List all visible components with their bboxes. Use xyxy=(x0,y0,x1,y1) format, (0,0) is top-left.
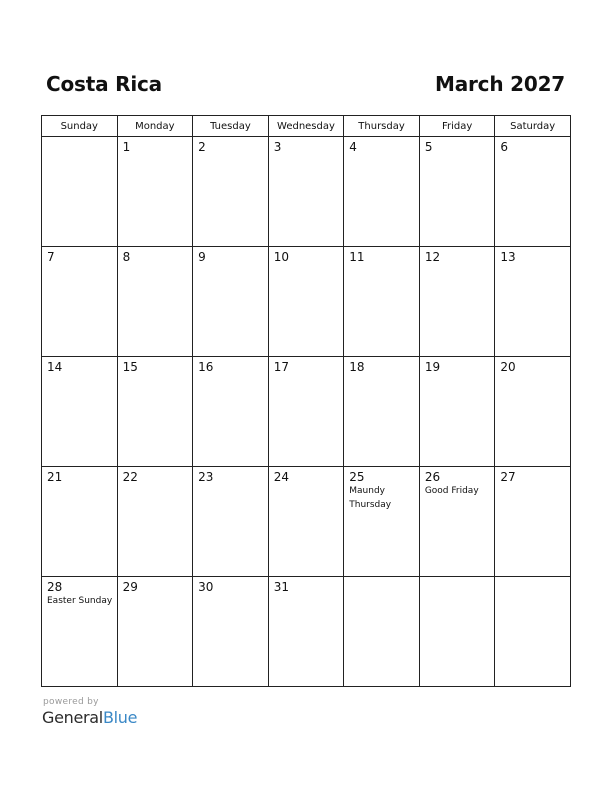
day-number: 6 xyxy=(500,140,509,154)
day-cell xyxy=(495,247,571,357)
day-cell xyxy=(495,577,571,687)
day-number: 11 xyxy=(349,250,365,264)
day-number xyxy=(495,577,570,580)
day-number: 14 xyxy=(47,360,63,374)
day-number: 3 xyxy=(273,140,282,154)
brand-general-text: General xyxy=(42,708,103,727)
day-number: 26 xyxy=(424,470,441,484)
day-number: 19 xyxy=(424,360,441,374)
weekday-friday: Friday xyxy=(419,116,495,137)
day-cell xyxy=(117,247,193,357)
day-number: 4 xyxy=(349,140,357,154)
day-cell xyxy=(268,357,344,467)
weekday-header-row xyxy=(42,116,571,137)
day-cell xyxy=(419,247,495,357)
day-cell xyxy=(344,577,420,687)
day-cell xyxy=(495,137,571,247)
day-number: 21 xyxy=(47,470,63,484)
day-cell xyxy=(117,137,193,247)
day-number: 2 xyxy=(198,140,206,154)
weekday-wednesday: Wednesday xyxy=(268,116,344,137)
holiday-label: Maundy Thursday xyxy=(349,486,392,510)
weekday-thursday: Thursday xyxy=(344,116,420,137)
day-cell xyxy=(42,137,118,247)
holiday-label: Easter Sunday xyxy=(47,596,113,606)
day-cell xyxy=(419,357,495,467)
day-cell xyxy=(193,577,269,687)
day-number: 20 xyxy=(500,360,516,374)
brand-blue-text: Blue xyxy=(102,708,138,727)
day-number: 12 xyxy=(424,250,441,264)
week-row xyxy=(42,577,571,687)
day-cell xyxy=(117,577,193,687)
day-number: 18 xyxy=(349,360,365,374)
day-number: 9 xyxy=(198,250,206,264)
powered-by-text: powered by xyxy=(43,697,99,707)
generalblue-logo[interactable] xyxy=(42,708,137,727)
day-cell xyxy=(268,247,344,357)
day-cell xyxy=(42,577,118,687)
day-cell xyxy=(117,357,193,467)
day-number: 29 xyxy=(122,580,138,594)
weekday-tuesday: Tuesday xyxy=(193,116,269,137)
weekday-sunday: Sunday xyxy=(42,116,118,137)
month-year-title: March 2027 xyxy=(435,72,565,96)
weekday-monday: Monday xyxy=(117,116,193,137)
day-cell xyxy=(42,247,118,357)
holiday-label: Good Friday xyxy=(424,486,479,496)
day-cell xyxy=(495,467,571,577)
day-cell xyxy=(419,577,495,687)
day-number: 8 xyxy=(122,250,131,264)
calendar-grid xyxy=(41,115,571,687)
day-cell xyxy=(117,467,193,577)
day-number xyxy=(344,577,419,580)
day-number: 31 xyxy=(273,580,289,594)
week-row xyxy=(42,137,571,247)
day-number xyxy=(420,577,495,580)
day-number: 25 xyxy=(349,470,365,484)
day-number: 30 xyxy=(198,580,214,594)
day-cell xyxy=(344,247,420,357)
day-number: 23 xyxy=(198,470,214,484)
day-cell xyxy=(42,467,118,577)
day-number: 17 xyxy=(273,360,289,374)
day-number: 1 xyxy=(122,140,131,154)
day-cell xyxy=(193,357,269,467)
day-cell xyxy=(193,467,269,577)
day-cell xyxy=(495,357,571,467)
day-number: 24 xyxy=(273,470,289,484)
day-number: 5 xyxy=(424,140,433,154)
day-cell xyxy=(268,577,344,687)
country-title: Costa Rica xyxy=(46,72,162,96)
day-cell xyxy=(344,137,420,247)
day-number: 10 xyxy=(273,250,289,264)
day-cell xyxy=(419,467,495,577)
day-number: 16 xyxy=(198,360,214,374)
day-cell xyxy=(268,137,344,247)
calendar-body xyxy=(42,137,571,687)
week-row xyxy=(42,467,571,577)
day-number xyxy=(42,137,117,140)
day-number: 7 xyxy=(47,250,55,264)
day-cell xyxy=(193,137,269,247)
day-cell xyxy=(419,137,495,247)
day-cell xyxy=(42,357,118,467)
day-cell xyxy=(344,467,420,577)
day-cell xyxy=(193,247,269,357)
day-number: 13 xyxy=(500,250,516,264)
day-number: 28 xyxy=(47,580,63,594)
day-number: 22 xyxy=(122,470,138,484)
week-row xyxy=(42,357,571,467)
day-cell xyxy=(344,357,420,467)
day-number: 27 xyxy=(500,470,516,484)
day-number: 15 xyxy=(122,360,138,374)
day-cell xyxy=(268,467,344,577)
week-row xyxy=(42,247,571,357)
weekday-saturday: Saturday xyxy=(495,116,571,137)
